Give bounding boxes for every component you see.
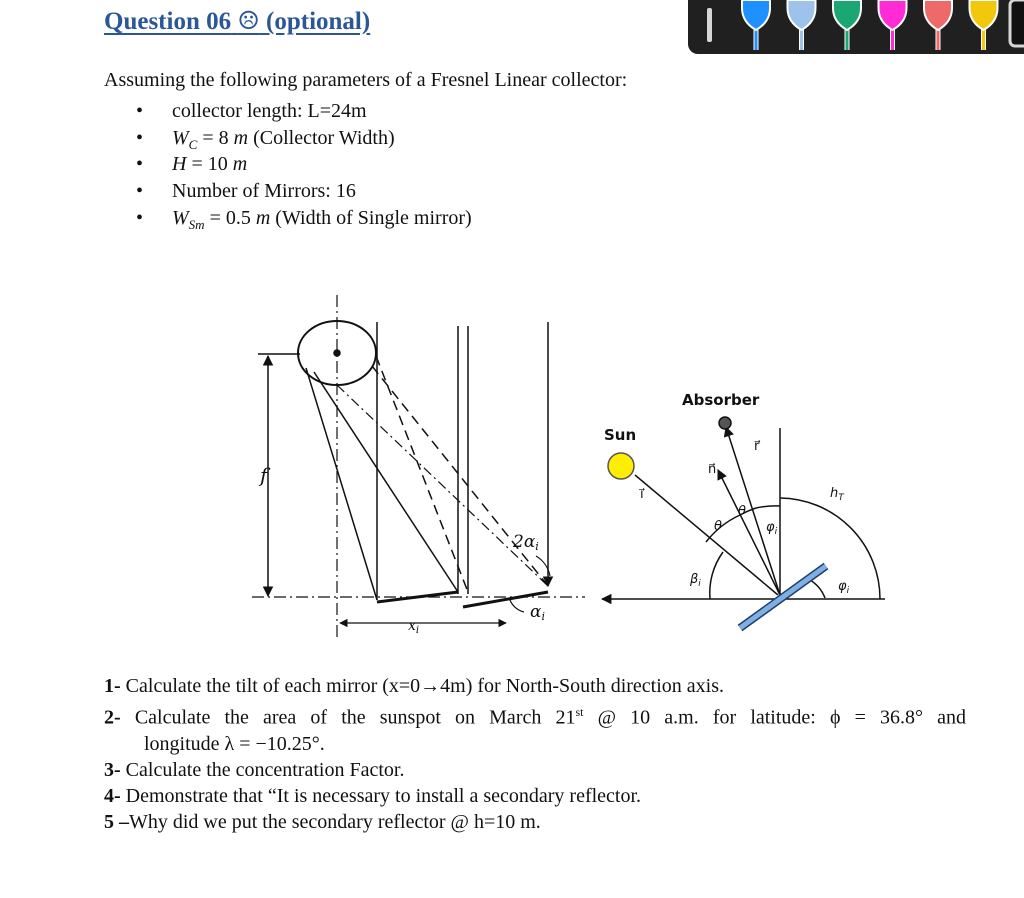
label-ai: αi [530,602,546,623]
param-wsm-unit: m [255,206,271,229]
question-title-text: Question 06 [104,8,232,35]
question-1-number: 1- [104,675,121,697]
param-mirrors-text: Number of Mirrors: 16 [172,180,356,203]
question-3 [104,757,966,783]
reflected-ray-3 [372,366,548,586]
label-theta-2: θ [738,504,746,519]
angle-arc-ai [510,600,524,612]
arc-phi [756,506,780,508]
param-wc-sub: C [188,136,198,152]
param-wc-note: (Collector Width) [253,126,395,149]
pen-lightblue-icon[interactable] [788,0,816,50]
question-2-text-b: @ 10 a.m. for latitude: ϕ = 36.8° and [597,706,967,729]
param-wsm-eq: = 0.5 [209,206,251,229]
param-wsm-note: (Width of Single mirror) [275,206,472,229]
reflected-vector [726,427,780,595]
question-3-number: 3- [104,758,121,781]
question-4 [104,783,966,809]
sun-icon [608,453,634,479]
question-2-text-a: Calculate the area of the sunspot on March 21 [134,706,576,729]
param-number-of-mirrors [136,178,472,205]
parameter-list [136,98,472,231]
label-absorber: Absorber [682,391,760,409]
reflected-ray-1 [306,368,377,600]
param-h-unit: m [232,153,248,176]
question-2-continued [104,731,966,757]
question-3-text: Calculate the concentration Factor. [125,758,405,781]
pen-blue-icon[interactable] [742,0,770,50]
intro-text: Assuming the following parameters of a Fresnel Linear collector: [104,69,628,91]
question-1 [104,673,966,699]
pen-toolbar [688,0,1024,54]
label-2ai: 2αi [513,532,539,553]
label-theta-1: θ [714,519,722,534]
incident-vector [635,475,778,595]
param-wc-eq: = 8 [202,126,229,149]
question-list [104,673,966,835]
question-1-text: Calculate the tilt of each mirror (x=0→4m) for North-South direction axis. [125,675,725,697]
question-5-text: Why did we put the secondary reflector @ h=10 m. [129,810,541,833]
reflected-ray-4 [376,356,468,592]
left-schematic [252,295,585,640]
question-title-suffix: (optional) [266,8,371,35]
question-4-number: 4- [104,784,121,807]
label-hT: $h_T$ [830,486,844,503]
pen-yellow-icon[interactable] [970,0,998,50]
label-f: f [260,463,268,487]
param-collector-width [136,125,472,152]
pen-magenta-icon[interactable] [879,0,907,50]
label-vector-i: i⃗ [640,487,644,502]
eraser-tool-icon[interactable] [1010,0,1024,46]
question-2-number: 2- [104,706,121,729]
bisector-ray [337,385,548,586]
param-wsm-sub: Sm [188,216,205,232]
frown-emoji-icon: ☹ [237,8,260,35]
question-2-continued-text: longitude λ = −10.25°. [144,732,325,755]
label-vector-n: n⃗ [708,462,717,477]
toolbar-handle[interactable] [707,8,712,42]
question-title [104,6,370,36]
param-height [136,151,472,178]
arc-beta [710,552,723,599]
reflected-ray-2 [314,372,458,592]
absorber-dot [719,417,731,429]
fresnel-diagram [240,290,900,650]
pen-green-icon[interactable] [833,0,861,50]
left-labels [258,463,545,636]
question-5 [104,809,966,835]
param-wsm-var: W [172,206,189,229]
param-collector-length [136,98,472,125]
param-mirror-width [136,205,472,232]
param-h-var: H [172,153,187,176]
question-5-number: 5 – [104,810,129,833]
param-collector-length-text: collector length: L=24m [172,100,367,122]
label-beta: $\beta_i$ [690,572,701,589]
question-4-text: Demonstrate that “It is necessary to install a secondary reflector. [125,784,642,807]
label-phi-top: $\varphi_i$ [766,520,778,537]
param-h-eq: = 10 [191,153,228,176]
label-sun: Sun [604,426,637,444]
mirror-plate [740,566,826,628]
param-wc-unit: m [233,126,249,149]
question-2-sup: st [575,705,584,719]
question-2 [104,699,966,731]
label-vector-r: r⃗ [754,439,760,454]
param-wc-var: W [172,126,189,149]
arc-mirror-angle [810,580,825,598]
label-xi: $x_i$ [408,618,420,636]
label-phi-bottom: $\varphi_i$ [838,579,850,596]
receiver-center-dot [334,350,340,356]
pen-salmon-icon[interactable] [924,0,952,50]
